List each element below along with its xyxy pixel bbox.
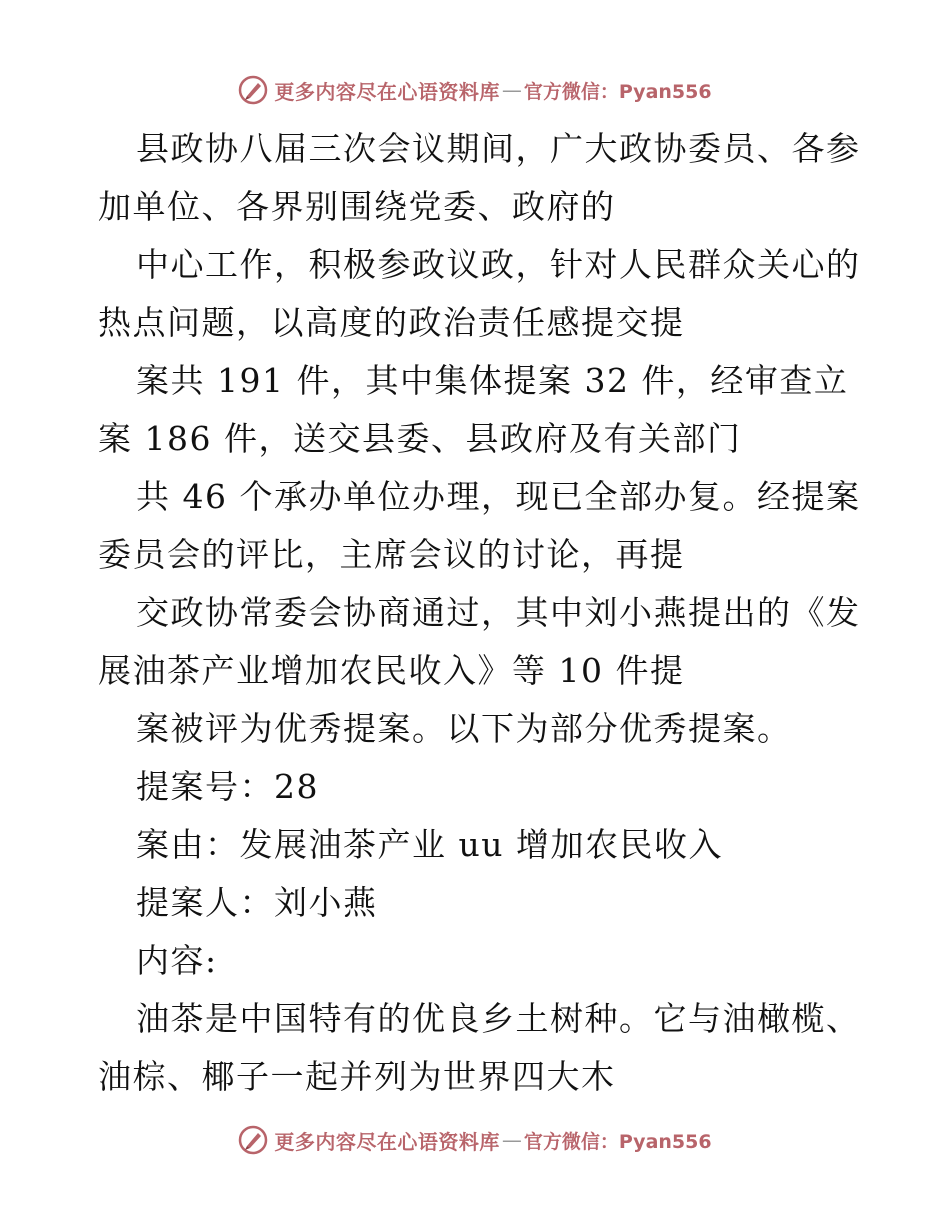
- header-banner-separator: —: [501, 78, 522, 102]
- text-line: 委员会的评比，主席会议的讨论，再提: [98, 535, 685, 574]
- text-line: 中心工作，积极参政议政，针对人民群众关心的: [136, 245, 861, 284]
- text-line: 内容:: [136, 941, 218, 980]
- pen-logo-icon: [238, 75, 268, 105]
- text-line: 加单位、各界别围绕党委、政府的: [98, 187, 616, 226]
- pen-logo-icon: [238, 1125, 268, 1155]
- text-line: 案共 191 件，其中集体提案 32 件，经审查立: [136, 361, 849, 400]
- footer-banner-text: 更多内容尽在心语资料库: [274, 1129, 500, 1154]
- text-line: 热点问题，以高度的政治责任感提交提: [98, 303, 685, 342]
- text-line: 展油茶产业增加农民收入》等 10 件提: [98, 651, 685, 690]
- text-line: 油茶是中国特有的优良乡土树种。它与油橄榄、: [136, 999, 861, 1038]
- footer-banner-contact: 官方微信：Pyan556: [523, 1130, 712, 1153]
- text-line: 提案人：刘小燕: [136, 883, 378, 922]
- text-line: 交政协常委会协商通过，其中刘小燕提出的《发: [136, 593, 861, 632]
- document-body: [98, 120, 861, 1106]
- text-line: 油棕、椰子一起并列为世界四大木: [98, 1057, 616, 1096]
- text-line: 案被评为优秀提案。以下为部分优秀提案。: [136, 709, 792, 748]
- text-line: 案 186 件，送交县委、县政府及有关部门: [98, 419, 742, 458]
- footer-banner: [0, 1122, 950, 1158]
- text-line: 提案号：28: [136, 767, 319, 806]
- text-line: 县政协八届三次会议期间，广大政协委员、各参: [136, 129, 861, 168]
- text-line: 案由：发展油茶产业 uu 增加农民收入: [136, 825, 723, 864]
- footer-banner-separator: —: [501, 1128, 522, 1152]
- header-banner-text: 更多内容尽在心语资料库: [274, 79, 500, 104]
- text-line: 共 46 个承办单位办理，现已全部办复。经提案: [136, 477, 861, 516]
- header-banner-contact: 官方微信：Pyan556: [523, 80, 712, 103]
- header-banner: [0, 72, 950, 108]
